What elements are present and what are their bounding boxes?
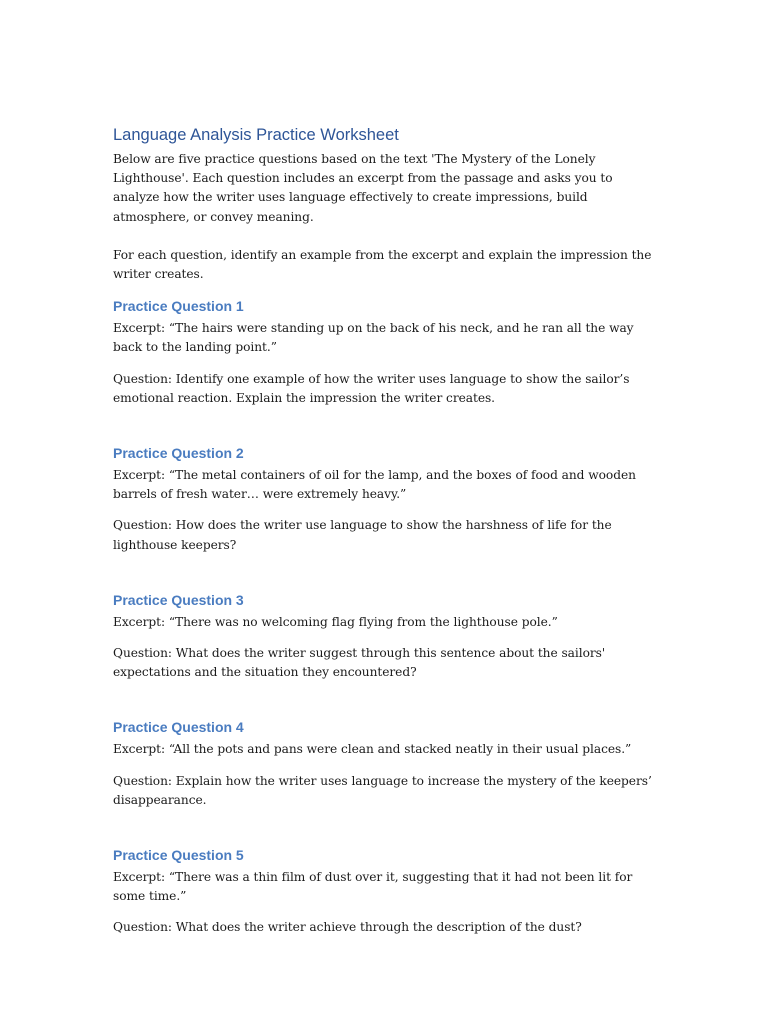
practice-question-3 bbox=[113, 590, 661, 683]
worksheet-content bbox=[113, 124, 661, 938]
question-excerpt: Excerpt: “All the pots and pans were clean and stacked neatly in their usual places.” bbox=[113, 742, 632, 757]
practice-question-5 bbox=[113, 845, 661, 938]
question-heading: Practice Question 3 bbox=[113, 591, 244, 608]
question-excerpt: Excerpt: “There was a thin film of dust over it, suggesting that it had not been lit for some time.” bbox=[113, 870, 633, 904]
question-heading: Practice Question 5 bbox=[113, 847, 244, 864]
question-heading: Practice Question 4 bbox=[113, 719, 244, 736]
question-excerpt: Excerpt: “The metal containers of oil for the lamp, and the boxes of food and wooden barrels of fresh water… were extremely heavy.” bbox=[113, 468, 636, 502]
instructions-paragraph: For each question, identify an example from the excerpt and explain the impression the writer creates. bbox=[113, 247, 652, 282]
practice-question-4 bbox=[113, 717, 661, 810]
question-prompt: Question: How does the writer use language to show the harshness of life for the lighthouse keepers? bbox=[113, 518, 612, 552]
question-heading: Practice Question 1 bbox=[113, 298, 244, 315]
question-prompt: Question: What does the writer suggest through this sentence about the sailors' expectations and the situation they encountered? bbox=[113, 646, 606, 680]
question-prompt: Question: Identify one example of how the writer uses language to show the sailor’s emotional reaction. Explain the impression the writer creates. bbox=[113, 371, 630, 405]
question-excerpt: Excerpt: “The hairs were standing up on the back of his neck, and he ran all the way back to the landing point.” bbox=[113, 321, 634, 355]
question-excerpt: Excerpt: “There was no welcoming flag flying from the lighthouse pole.” bbox=[113, 614, 558, 629]
question-prompt: Question: What does the writer achieve through the description of the dust? bbox=[113, 920, 582, 935]
practice-question-2 bbox=[113, 443, 661, 555]
intro-paragraph: Below are five practice questions based on the text 'The Mystery of the Lonely Lighthouse'. Each question includes an excerpt from the passage and asks you to analyze how the writer uses language effectively to create impressions, build atmosphere, or convey meaning. bbox=[113, 152, 613, 224]
question-heading: Practice Question 2 bbox=[113, 445, 244, 462]
question-prompt: Question: Explain how the writer uses language to increase the mystery of the keepers’ disappearance. bbox=[113, 773, 652, 807]
document-title: Language Analysis Practice Worksheet bbox=[113, 126, 399, 144]
practice-question-1 bbox=[113, 296, 661, 408]
